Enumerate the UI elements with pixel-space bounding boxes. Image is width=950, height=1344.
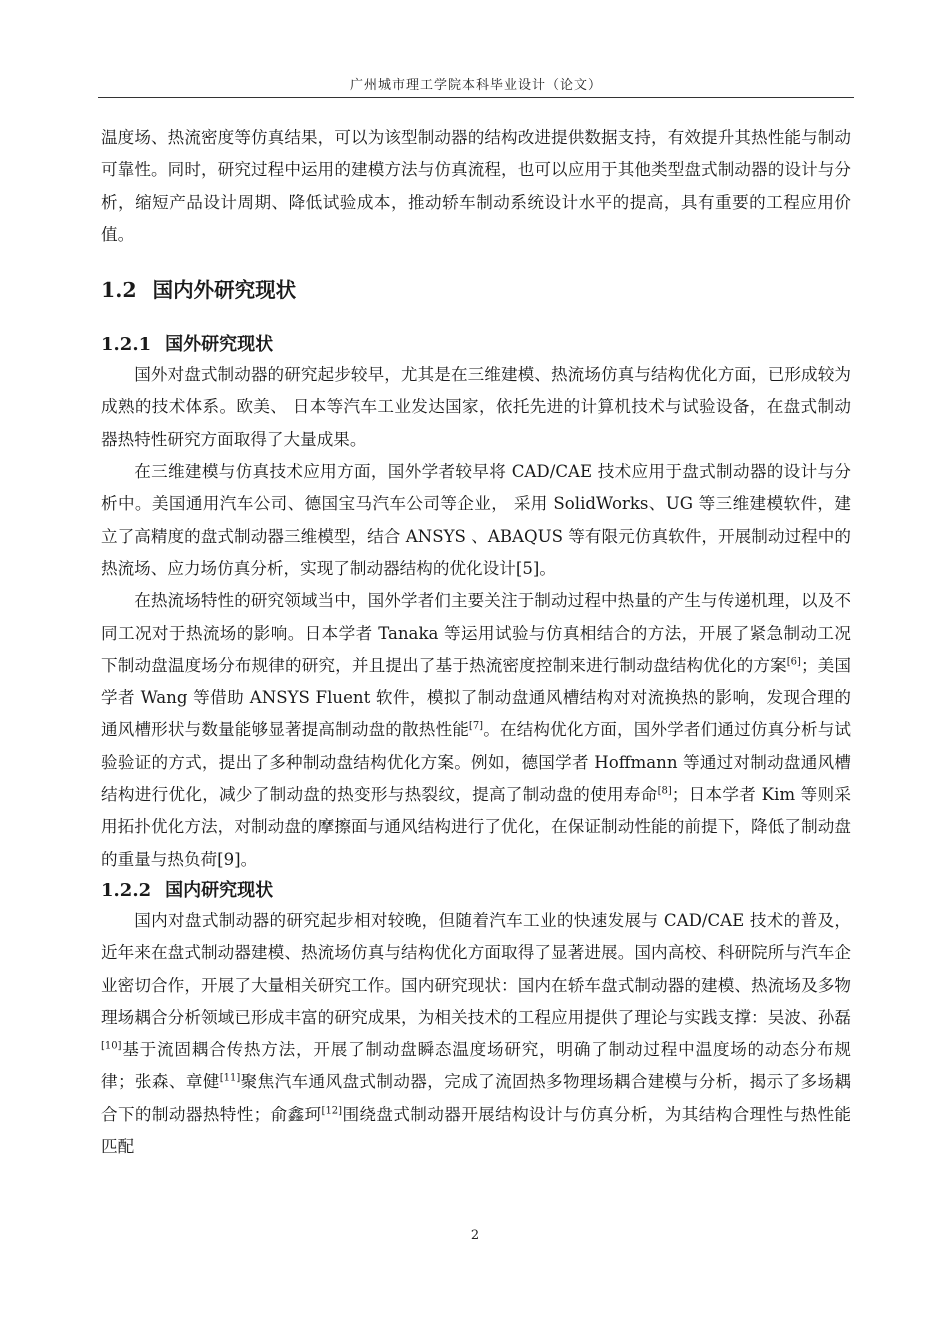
subsection-heading-1-2-2	[101, 876, 851, 905]
subsection-number: 1.2.2	[101, 879, 152, 901]
citation-superscript: [8]	[657, 785, 672, 797]
text-run: ；美国学者 Wang 等借助 ANSYS Fluent 软件，模拟了制动盘通风槽结构对对流换热的影响，发现合理的通风槽形状与数量能够显著提高制动盘的散热性能	[101, 655, 851, 740]
domestic-research-paragraph-1	[101, 905, 851, 1163]
foreign-research-paragraph-3	[101, 585, 851, 876]
foreign-research-paragraph-1: 国外对盘式制动器的研究起步较早，尤其是在三维建模、热流场仿真与结构优化方面，已形成较为成熟的技术体系。欧美、 日本等汽车工业发达国家，依托先进的计算机技术与试验设备，在盘式制动器热特性研究方面取得了大量成果。	[101, 365, 851, 449]
text-run: 。在结构优化方面，国外学者们通过仿真分析与试验验证的方式，提出了多种制动盘结构优化方案。例如，德国学者 Hoffmann 等通过对制动盘通风槽结构进行优化，减少了制动盘的热变形与热裂纹，提高了制动盘的使用寿命	[101, 720, 852, 805]
section-title: 国内外研究现状	[152, 278, 297, 303]
text-run: 聚焦汽车通风盘式制动器，完成了流固热多物理场耦合建模与分析，揭示了多场耦合下的制动器热特性；俞鑫珂	[101, 1072, 852, 1124]
subsection-title: 国外研究现状	[165, 334, 274, 356]
citation-superscript: [6]	[786, 656, 801, 668]
page-number: 2	[470, 1228, 480, 1243]
text-run: 基于流固耦合传热方法，开展了制动盘瞬态温度场研究，明确了制动过程中温度场的动态分布规律；张森、章健	[101, 1040, 851, 1092]
section-heading-1-2	[101, 276, 851, 304]
citation-superscript: [11]	[219, 1072, 241, 1084]
text-run: ；日本学者 Kim 等则采用拓扑优化方法，对制动盘的摩擦面与通风结构进行了优化，在保证制动性能的前提下，降低了制动盘的重量与热负荷[9]。	[101, 785, 851, 869]
intro-paragraph: 温度场、热流密度等仿真结果，可以为该型制动器的结构改进提供数据支持，有效提升其热性能与制动可靠性。同时，研究过程中运用的建模方法与仿真流程，也可以应用于其他类型盘式制动器的设计与分析，缩短产品设计周期、降低试验成本，推动轿车制动系统设计水平的提高，具有重要的工程应用价值。	[101, 128, 851, 244]
body-content	[101, 122, 851, 1163]
subsection-title: 国内研究现状	[165, 879, 274, 901]
section-number: 1.2	[101, 278, 137, 303]
citation-superscript: [12]	[321, 1105, 343, 1117]
subsection-number: 1.2.1	[101, 334, 152, 356]
foreign-research-paragraph-2: 在三维建模与仿真技术应用方面，国外学者较早将 CAD/CAE 技术应用于盘式制动器的设计与分析中。美国通用汽车公司、德国宝马汽车公司等企业， 采用 SolidWorks、UG 等三维建模软件，建立了高精度的盘式制动器三维模型，结合 ANSYS 、ABAQUS 等有限元仿真软件，开展制动过程中的热流场、应力场仿真分析，实现了制动器结构的优化设计[5]。	[101, 462, 851, 578]
subsection-heading-1-2-1	[101, 330, 851, 359]
header-divider	[98, 97, 854, 98]
text-run: 围绕盘式制动器开展结构设计与仿真分析，为其结构合理性与热性能匹配	[101, 1104, 852, 1157]
text-run: 在热流场特性的研究领域当中，国外学者们主要关注于制动过程中热量的产生与传递机理，以及不同工况对于热流场的影响。日本学者 Tanaka 等运用试验与仿真相结合的方法，开展了紧急制动工况下制动盘温度场分布规律的研究，并且提出了基于热流密度控制来进行制动盘结构优化的方案	[101, 591, 851, 675]
text-run: 国内对盘式制动器的研究起步相对较晚，但随着汽车工业的快速发展与 CAD/CAE 技术的普及，近年来在盘式制动器建模、热流场仿真与结构优化方面取得了显著进展。国内高校、科研院所与汽车企业密切合作，开展了大量相关研究工作。国内研究现状：国内在轿车盘式制动器的建模、热流场及多物理场耦合分析领域已形成丰富的研究成果，为相关技术的工程应用提供了理论与实践支撑：吴波、孙磊	[101, 910, 851, 1027]
citation-superscript: [10]	[101, 1040, 122, 1052]
running-header: 广州城市理工学院本科毕业设计（论文）	[349, 78, 602, 93]
citation-superscript: [7]	[468, 720, 484, 732]
